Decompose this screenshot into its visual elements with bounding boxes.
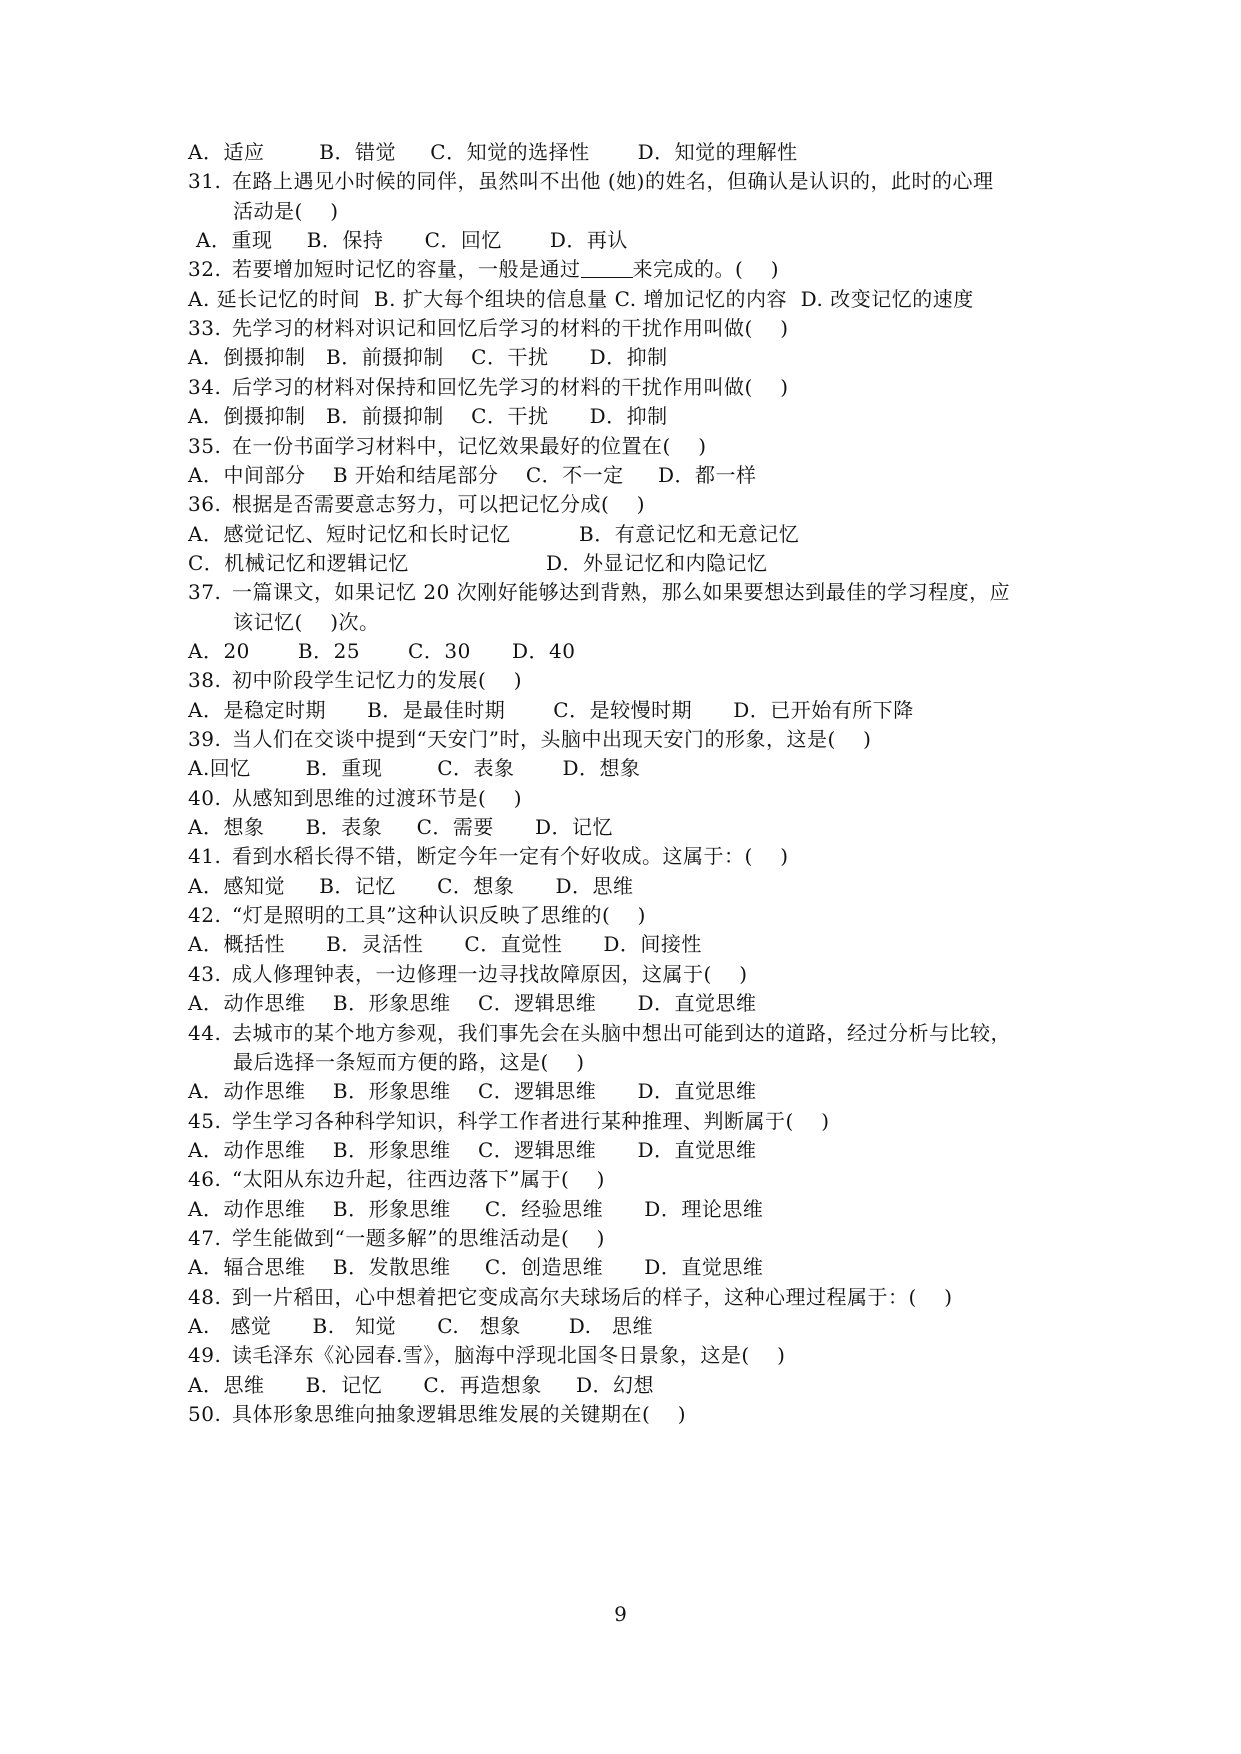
answer-options: A．动作思维 B．形象思维 C．逻辑思维 D．直觉思维: [188, 1137, 757, 1162]
answer-options: A．动作思维 B．形象思维 C．经验思维 D．理论思维: [188, 1196, 764, 1221]
answer-options: A．想象 B．表象 C．需要 D．记忆: [188, 815, 614, 840]
question-text: 读毛泽东《沁园春.雪》，脑海中浮现北国冬日景象，这是( ): [232, 1343, 786, 1368]
question-line: [188, 1281, 953, 1313]
answer-options: A. 感觉 B. 知觉 C. 想象 D. 思维: [188, 1314, 654, 1338]
question-line: [188, 723, 871, 755]
question-text: 具体形象思维向抽象逻辑思维发展的关键期在( ): [232, 1402, 687, 1427]
question-number: 39.: [188, 727, 222, 751]
question-line: [188, 430, 707, 462]
answer-options: A．重现 B．保持 C．回忆 D．再认: [196, 228, 628, 253]
question-text: 学生能做到“一题多解”的思维活动是( ): [232, 1225, 605, 1250]
question-continuation: 该记忆( )次。: [233, 609, 380, 634]
fill-blank: [581, 257, 633, 278]
answer-options: A．倒摄抑制 B．前摄抑制 C．干扰 D．抑制: [188, 404, 668, 429]
answer-options: A．动作思维 B．形象思维 C．逻辑思维 D．直觉思维: [188, 1079, 757, 1104]
question-number: 36.: [188, 492, 222, 517]
question-line: [188, 253, 779, 285]
question-line: [188, 371, 789, 403]
answer-options: A．辐合思维 B．发散思维 C．创造思维 D．直觉思维: [188, 1255, 764, 1280]
question-number: 33.: [188, 316, 222, 341]
question-number: 50.: [188, 1402, 222, 1427]
question-number: 43.: [188, 961, 222, 986]
answer-options: A．适应 B．错觉 C．知觉的选择性 D．知觉的理解性: [188, 140, 798, 164]
question-number: 42.: [188, 903, 222, 928]
question-number: 38.: [188, 668, 222, 693]
question-line: [188, 1339, 785, 1371]
question-text: “灯是照明的工具”这种认识反映了思维的( ): [232, 903, 646, 928]
answer-options: A．20 B．25 C．30 D．40: [188, 638, 576, 663]
question-text: 去城市的某个地方参观，我们事先会在头脑中想出可能到达的道路，经过分析与比较，: [232, 1020, 1011, 1045]
question-line: [188, 664, 522, 696]
question-number: 32.: [188, 257, 222, 282]
answer-options: A. 延长记忆的时间 B. 扩大每个组块的信息量 C. 增加记忆的内容 D. 改变记忆的速度: [188, 286, 974, 311]
question-number: 45.: [188, 1108, 222, 1133]
question-text: 一篇课文，如果记忆 20 次刚好能够达到背熟，那么如果要想达到最佳的学习程度，应: [232, 580, 1011, 605]
answer-options: A．感觉记忆、短时记忆和长时记忆 B．有意记忆和无意记忆: [188, 521, 800, 546]
question-number: 44.: [188, 1020, 222, 1045]
question-text: 在一份书面学习材料中，记忆效果最好的位置在( ): [232, 433, 707, 458]
question-text: 从感知到思维的过渡环节是( ): [232, 785, 523, 810]
question-line: [188, 1105, 830, 1137]
page-number: 9: [614, 1602, 627, 1626]
question-text: “太阳从东边升起，往西边落下”属于( ): [232, 1167, 605, 1192]
question-line: [188, 840, 789, 872]
question-line: [188, 1398, 686, 1430]
question-line: [188, 576, 1010, 608]
question-line: [188, 1163, 605, 1195]
question-text: 先学习的材料对识记和回忆后学习的材料的干扰作用叫做( ): [232, 316, 789, 341]
question-number: 41.: [188, 844, 222, 869]
question-line: [188, 165, 993, 197]
question-text: 在路上遇见小时候的同伴，虽然叫不出他 (她)的姓名，但确认是认识的，此时的心理: [232, 169, 994, 194]
answer-options: C．机械记忆和逻辑记忆 D．外显记忆和内隐记忆: [188, 550, 768, 575]
question-text: 初中阶段学生记忆力的发展( ): [232, 668, 523, 693]
question-number: 37.: [188, 580, 222, 605]
question-text: 来完成的。( ): [632, 257, 780, 282]
question-line: [188, 782, 522, 814]
question-continuation: 活动是( ): [233, 198, 339, 223]
question-line: [188, 958, 748, 990]
answer-options: A．动作思维 B．形象思维 C．逻辑思维 D．直觉思维: [188, 991, 757, 1016]
question-text: 若要增加短时记忆的容量，一般是通过: [232, 257, 581, 282]
question-text: 到一片稻田，心中想着把它变成高尔夫球场后的样子，这种心理过程属于：( ): [232, 1284, 953, 1309]
question-text: 成人修理钟表，一边修理一边寻找故障原因，这属于( ): [232, 961, 748, 986]
question-number: 46.: [188, 1167, 222, 1192]
answer-options: A.回忆 B．重现 C．表象 D．想象: [188, 756, 641, 781]
question-text: 当人们在交谈中提到“天安门”时，头脑中出现天安门的形象，这是( ): [232, 727, 872, 751]
question-line: [188, 1017, 1011, 1049]
answer-options: A．概括性 B．灵活性 C．直觉性 D．间接性: [188, 932, 702, 957]
question-number: 47.: [188, 1225, 222, 1250]
answer-options: A．感知觉 B．记忆 C．想象 D．思维: [188, 873, 634, 898]
question-number: 49.: [188, 1343, 222, 1368]
question-line: [188, 899, 646, 931]
answer-options: A．中间部分 B 开始和结尾部分 C．不一定 D．都一样: [188, 462, 757, 487]
answer-options: A．倒摄抑制 B．前摄抑制 C．干扰 D．抑制: [188, 345, 668, 370]
answer-options: A．是稳定时期 B．是最佳时期 C．是较慢时期 D．已开始有所下降: [188, 697, 914, 722]
question-line: [188, 312, 789, 344]
question-text: 根据是否需要意志努力，可以把记忆分成( ): [232, 492, 646, 517]
question-line: [188, 1222, 605, 1254]
question-text: 学生学习各种科学知识，科学工作者进行某种推理、判断属于( ): [232, 1108, 830, 1133]
question-line: [188, 488, 645, 520]
question-text: 后学习的材料对保持和回忆先学习的材料的干扰作用叫做( ): [232, 374, 789, 399]
question-number: 34.: [188, 374, 222, 399]
answer-options: A．思维 B．记忆 C．再造想象 D．幻想: [188, 1372, 655, 1397]
question-number: 40.: [188, 785, 222, 810]
question-continuation: 最后选择一条短而方便的路，这是( ): [233, 1049, 585, 1074]
question-text: 看到水稻长得不错，断定今年一定有个好收成。这属于：( ): [232, 844, 789, 869]
question-number: 31.: [188, 169, 222, 194]
question-number: 48.: [188, 1284, 222, 1309]
question-number: 35.: [188, 433, 222, 458]
